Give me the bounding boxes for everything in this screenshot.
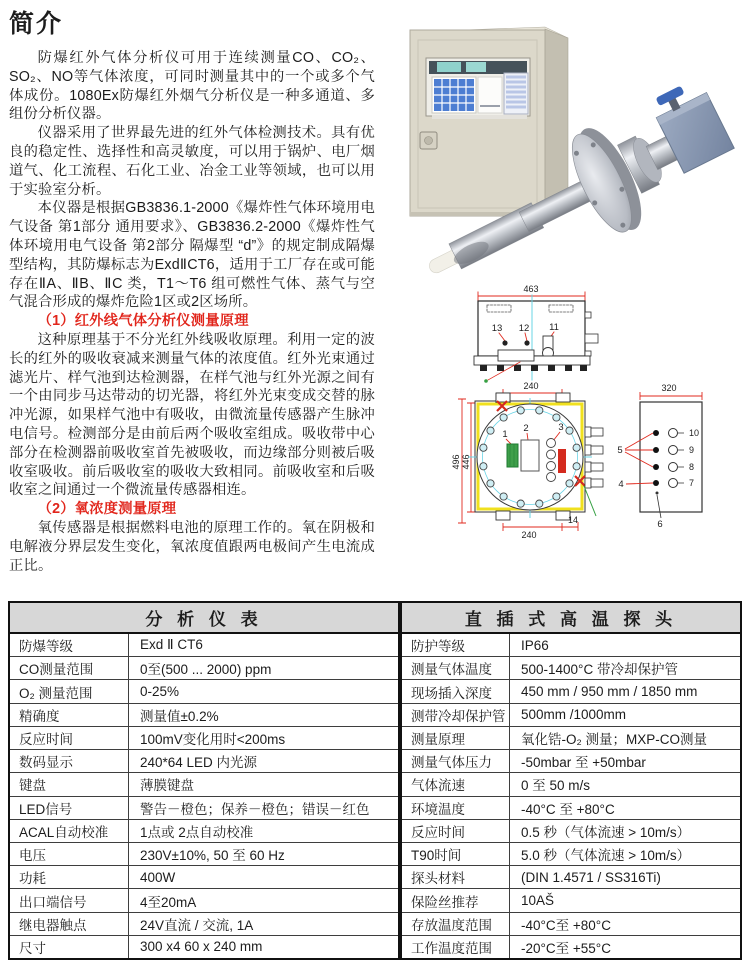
product-photo-image — [375, 0, 750, 290]
dim-14: 14 — [567, 515, 579, 525]
spec-label: 测量原理 — [402, 727, 510, 749]
spec-value: Exd Ⅱ CT6 — [140, 637, 203, 653]
pin-label-4: 4 — [618, 479, 624, 490]
door-lock — [420, 132, 437, 149]
spec-row — [402, 679, 740, 702]
spec-row — [10, 935, 398, 958]
spec-row — [10, 796, 398, 819]
analyzer-table-body — [10, 634, 398, 958]
analyzer-spec-table — [8, 601, 400, 960]
dim-463: 463 — [523, 284, 539, 294]
spec-value: 5.0 秒（气体流速 > 10m/s） — [521, 848, 691, 864]
spec-row — [402, 749, 740, 772]
intro-section — [9, 4, 375, 575]
part-label-13: 13 — [491, 323, 503, 334]
spec-label: 出口端信号 — [10, 889, 129, 911]
analyzer-cabinet — [410, 27, 568, 216]
spec-value: 300 x4 60 x 240 mm — [140, 939, 263, 955]
spec-value: 1点或 2点自动校准 — [140, 824, 254, 840]
spec-label: 反应时间 — [402, 820, 510, 842]
spec-label: 继电器触点 — [10, 913, 129, 935]
spec-label: 测量气体压力 — [402, 750, 510, 772]
spec-label: T90时间 — [402, 843, 510, 865]
lcd-display — [478, 77, 502, 113]
part-label-12: 12 — [518, 323, 530, 334]
spec-label: 探头材料 — [402, 866, 510, 888]
spec-label: 气体流速 — [402, 773, 510, 795]
sensor-board — [507, 444, 518, 467]
pin-label-9: 9 — [689, 445, 695, 455]
spec-label: 反应时间 — [10, 727, 129, 749]
spec-row — [10, 865, 398, 888]
intro-paragraph: 本仪器是根据GB3836.1-2000《爆炸性气体环境用电气设备 第1部分 通用要求》、GB3836.2-2000《爆炸性气体环境用电气设备 第2部分 隔爆型 “d”》的规定制成隔爆型结构，其防爆标志为ExdⅡCT6，适用于工厂存在或可能存在ⅡA、ⅡB、ⅡC 类，T1～T6 组可燃性气体、蒸气与空气混合形成的爆炸危险1区或2区场所。 — [9, 200, 375, 311]
drawing-front-view — [451, 381, 603, 540]
spec-label: ACAL自动校准 — [10, 820, 129, 842]
spec-row — [10, 749, 398, 772]
spec-row — [10, 703, 398, 726]
spec-row — [402, 912, 740, 935]
dim-446: 446 — [461, 454, 471, 470]
spec-value: 0至(500 ... 2000) ppm — [140, 662, 272, 678]
intro-paragraph: 氧传感器是根据燃料电池的原理工作的。氧在阴极和电解液分界层发生变化，氧浓度值跟两电极间产生电流成正比。 — [9, 519, 375, 574]
spec-label: 保险丝推荐 — [402, 889, 510, 911]
spec-label: 防爆等级 — [10, 634, 129, 656]
dim-240-top: 240 — [523, 381, 539, 391]
section-heading-oxygen-principle: （2）氧浓度测量原理 — [37, 501, 177, 518]
spec-label: 功耗 — [10, 866, 129, 888]
drawing-top-view — [474, 284, 598, 383]
spec-value: 24V直流 / 交流, 1A — [140, 917, 254, 933]
spec-row — [10, 656, 398, 679]
pin-label-10: 10 — [689, 428, 700, 438]
spec-row — [402, 842, 740, 865]
dimension-drawing-image — [430, 283, 750, 595]
spec-label: 环境温度 — [402, 797, 510, 819]
part-label-11: 11 — [549, 322, 559, 333]
keypad — [432, 77, 476, 113]
spec-label: CO测量范围 — [10, 657, 129, 679]
spec-value: 500-1400°C 带冷却保护管 — [521, 662, 678, 678]
probe-spec-table — [400, 601, 742, 960]
spec-value: 0.5 秒（气体流速 > 10m/s） — [521, 824, 691, 840]
spec-value: -40°C 至 +80°C — [521, 801, 615, 817]
spec-value: 薄膜键盘 — [140, 778, 194, 794]
spec-value: 240*64 LED 内光源 — [140, 755, 258, 771]
spec-label: LED信号 — [10, 797, 129, 819]
spec-value: 10AŠ — [521, 893, 555, 909]
spec-label: 防护等级 — [402, 634, 510, 656]
pin-label-6: 6 — [657, 519, 663, 530]
spec-value: 400W — [140, 869, 176, 885]
probe-table-title: 直 插 式 高 温 探 头 — [402, 603, 740, 634]
spec-row — [10, 679, 398, 702]
spec-row — [402, 656, 740, 679]
part-label-2: 2 — [523, 423, 529, 434]
spec-row — [402, 888, 740, 911]
spec-row — [402, 726, 740, 749]
spec-value: 警告－橙色；保养－橙色；错误－红色 — [140, 801, 370, 817]
spec-value: 230V±10%, 50 至 60 Hz — [140, 848, 285, 864]
spec-value: (DIN 1.4571 / SS316Ti) — [521, 869, 661, 885]
spec-label: 精确度 — [10, 704, 129, 726]
spec-value: -50mbar 至 +50mbar — [521, 755, 646, 771]
spec-label: 存放温度范围 — [402, 913, 510, 935]
drawing-terminal-panel — [617, 383, 702, 530]
dim-496: 496 — [451, 454, 461, 470]
status-label-strip — [504, 73, 528, 114]
spec-value: 450 mm / 950 mm / 1850 mm — [521, 684, 698, 700]
part-label-1: 1 — [502, 429, 508, 440]
spec-value: 测量值±0.2% — [140, 708, 219, 724]
spec-row — [10, 819, 398, 842]
spec-tables — [8, 601, 742, 960]
spec-value: IP66 — [521, 637, 549, 653]
spec-label: 尺寸 — [10, 936, 129, 958]
spec-row — [402, 819, 740, 842]
spec-label: 键盘 — [10, 773, 129, 795]
spec-label: O₂ 测量范围 — [10, 680, 129, 702]
spec-row — [402, 634, 740, 656]
pin-label-8: 8 — [689, 462, 695, 472]
spec-value: -20°C至 +55°C — [521, 940, 611, 956]
dim-240-bottom: 240 — [521, 530, 537, 540]
spec-row — [402, 796, 740, 819]
pin-label-5: 5 — [617, 445, 623, 456]
spec-label: 电压 — [10, 843, 129, 865]
spec-row — [402, 935, 740, 958]
cell-block — [521, 440, 539, 471]
spec-row — [10, 888, 398, 911]
cabinet-front-panel — [426, 58, 530, 119]
spec-row — [402, 772, 740, 795]
spec-row — [10, 912, 398, 935]
product-photo — [375, 0, 750, 295]
spec-row — [10, 772, 398, 795]
intro-paragraph: 防爆红外气体分析仪可用于连续测量CO、CO₂、SO₂、NO等气体浓度，可同时测量其中的一个或多个气体成份。1080Ex防爆红外烟气分析仪是一种多通道、多组份分析仪器。 — [9, 50, 375, 123]
spec-value: 4至20mA — [140, 894, 197, 910]
spec-value: 0-25% — [140, 684, 180, 700]
spec-row — [10, 842, 398, 865]
spec-label: 测量气体温度 — [402, 657, 510, 679]
intro-paragraph: 这种原理基于不分光红外线吸收原理。利用一定的波长的红外的吸收衰减来测量气体的浓度值。红外光束通过滤光片、样气池到达检测器，在样气池与红外光源之间有一个由同步马达带动的切光器，将红外光束变成交替的脉冲光源，如果样气池中有吸收，由微流量传感器产生脉冲电信号。检测部分是由前后两个吸收室组成。吸收带中心部分在检测器前吸收室首先被吸收，而边缘部分则被后吸收室吸收。前后吸收室的吸收大致相同。前吸收室和后吸收室之间通过一个微流量传感器相连。 — [9, 331, 375, 499]
pin-label-7: 7 — [689, 478, 695, 488]
spec-value: 氧化锆-O₂ 测量；MXP-CO测量 — [521, 731, 707, 747]
section-heading-ir-principle: （1）红外线气体分析仪测量原理 — [37, 313, 249, 330]
spec-row — [402, 865, 740, 888]
page-title: 简介 — [9, 10, 64, 38]
spec-row — [402, 703, 740, 726]
spec-label: 测带冷却保护管 — [402, 704, 510, 726]
spec-row — [10, 726, 398, 749]
part-label-3: 3 — [558, 422, 564, 433]
probe-table-body — [402, 634, 740, 958]
bolt-detail — [543, 336, 554, 359]
dimension-drawing — [430, 283, 750, 600]
spec-label: 现场插入深度 — [402, 680, 510, 702]
spec-row — [10, 634, 398, 656]
spec-label: 工作温度范围 — [402, 936, 510, 958]
intro-paragraph: 仪器采用了世界最先进的红外气体检测技术。具有优良的稳定性、选择性和高灵敏度，可以用于锅炉、电厂烟道气、化工流程、石化工业、冶金工业等领域，也可以用于实验室分析。 — [9, 125, 375, 198]
analyzer-table-title: 分 析 仪 表 — [10, 603, 398, 634]
spec-value: 0 至 50 m/s — [521, 778, 591, 794]
dim-320: 320 — [661, 383, 677, 393]
spec-value: -40°C至 +80°C — [521, 917, 611, 933]
spec-value: 100mV变化用时<200ms — [140, 731, 286, 747]
red-terminal — [558, 449, 566, 473]
spec-value: 500mm /1000mm — [521, 707, 627, 723]
spec-label: 数码显示 — [10, 750, 129, 772]
